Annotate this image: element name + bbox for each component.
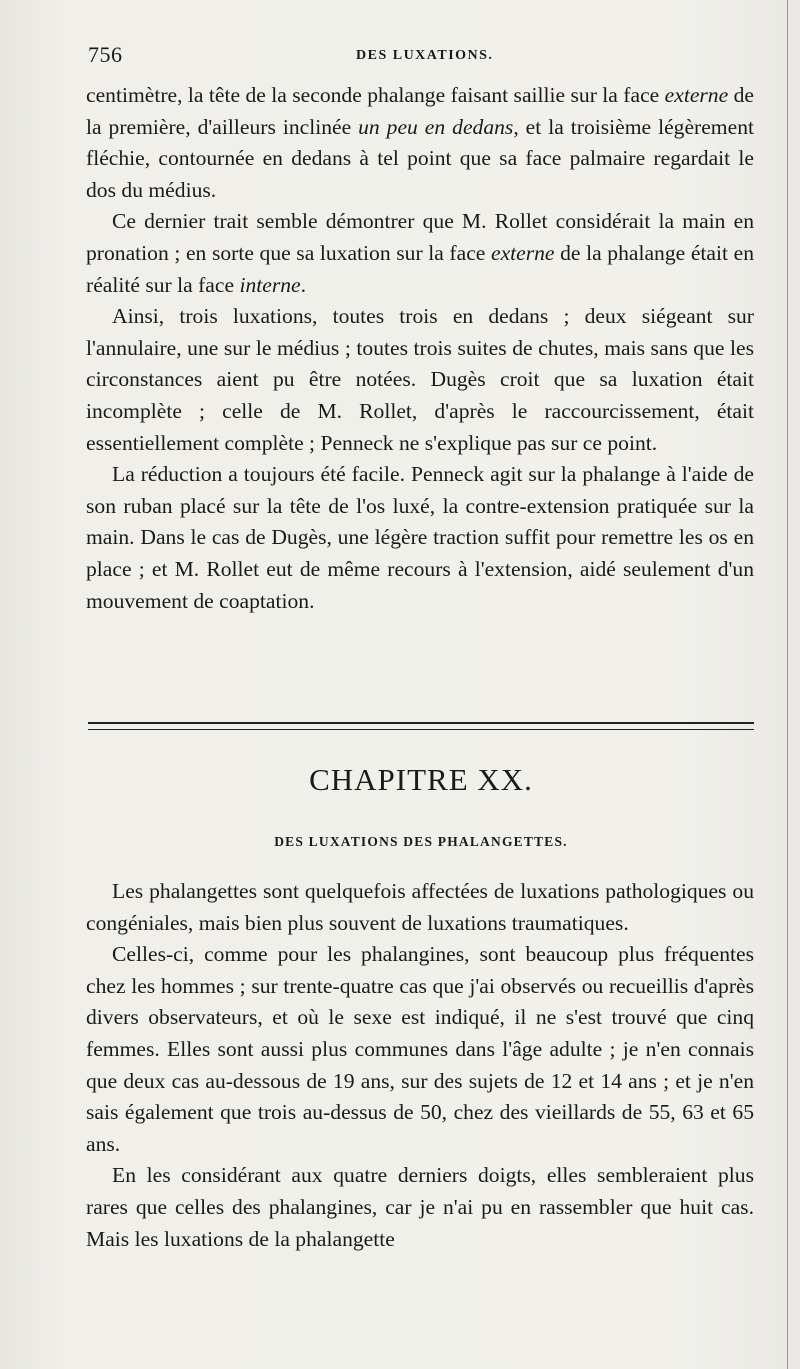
continued-section [86,80,754,617]
paragraph [86,206,754,301]
paragraph [86,80,754,206]
paragraph: Les phalangettes sont quelquefois affectées de luxations pathologiques ou congéniales, mais bien plus souvent de luxations traumatiques. [86,879,754,935]
text-run: Ce dernier trait semble démontrer que M. Rollet considérait la main en pronation ; en sorte que sa luxation sur la face [86,209,754,265]
chapter-divider-thick [88,722,754,724]
paragraph: Ainsi, trois luxations, toutes trois en dedans ; deux siégeant sur l'annulaire, une sur le médius ; toutes trois suites de chutes, mais sans que les circonstances aient pu être notées. Dugès croit que sa luxation était incomplète ; celle de M. Rollet, d'après le raccourcissement, était essentiellement complète ; Penneck ne s'explique pas sur ce point. [86,304,754,455]
chapter-body [86,876,754,1255]
paragraph: La réduction a toujours été facile. Penneck agit sur la phalange à l'aide de son ruban placé sur la tête de l'os luxé, la contre-extension pratiquée sur la main. Dans le cas de Dugès, une légère traction suffit pour remettre les os en place ; et M. Rollet eut de même recours à l'extension, aidé seulement d'un mouvement de coaptation. [86,462,754,613]
chapter-divider-thin [88,729,754,730]
chapter-title: CHAPITRE XX. [309,762,533,797]
running-head: DES LUXATIONS. [356,48,494,63]
italic-text: externe [490,240,555,265]
text-run: . [300,272,307,297]
page-number: 756 [88,42,123,67]
text-run: , et la troisième légèrement fléchie, contournée en dedans à tel point que sa face palmaire regardait le dos du médius. [86,114,754,202]
paragraph: En les considérant aux quatre derniers doigts, elles sembleraient plus rares que celles des phalangines, car je n'ai pu en rassembler que huit cas. Mais les luxations de la phalangette [86,1163,754,1251]
page-header [88,42,752,72]
page-edge-line [787,0,788,1369]
text-run: de la phalange était en réalité sur la face [86,240,754,297]
text-run: de la première, d'ailleurs inclinée [86,83,754,139]
text-run: centimètre, la tête de la seconde phalange faisant saillie sur la face [86,83,665,107]
italic-text: externe [664,83,729,107]
paragraph: Celles-ci, comme pour les phalangines, sont beaucoup plus fréquentes chez les hommes ; sur trente-quatre cas que j'ai observés ou recueillis d'après divers observateurs, et où le sexe est indiqué, il ne s'est trouvé que cinq femmes. Elles sont aussi plus communes dans l'âge adulte ; je n'en connais que deux cas au-dessous de 19 ans, sur des sujets de 12 et 14 ans ; et je n'en sais également que trois au-dessus de 50, chez des vieillards de 55, 63 et 65 ans. [86,942,754,1156]
italic-text: interne [239,272,301,297]
chapter-subtitle: DES LUXATIONS DES PHALANGETTES. [274,834,568,849]
italic-text: un peu en dedans [358,114,514,139]
